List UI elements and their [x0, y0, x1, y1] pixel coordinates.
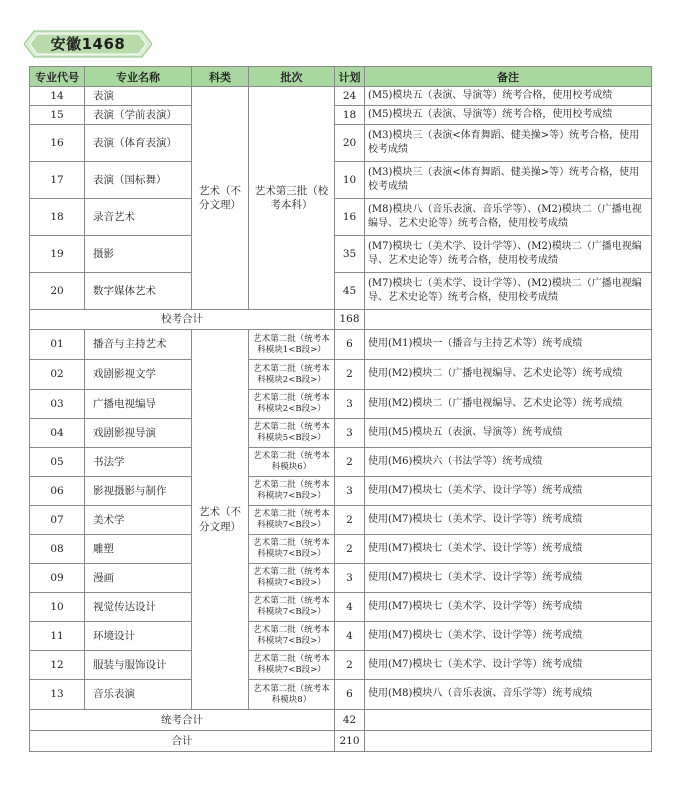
major-code: 13 [30, 680, 85, 710]
plan-count: 45 [335, 273, 365, 310]
plan-count: 2 [335, 506, 365, 535]
batch-cell: 艺术第二批（统考本科模块7<B段>） [249, 535, 335, 564]
major-name: 音乐表演 [85, 680, 192, 710]
subtotal-remark [365, 310, 652, 330]
major-code: 03 [30, 390, 85, 419]
major-name: 表演（国标舞） [85, 162, 192, 199]
major-name: 影视摄影与制作 [85, 477, 192, 506]
batch-cell: 艺术第二批（统考本科模块2<B段>） [249, 390, 335, 419]
table-row [30, 162, 652, 199]
batch-cell: 艺术第二批（统考本科模块6） [249, 448, 335, 477]
table-row [30, 593, 652, 622]
major-code: 12 [30, 651, 85, 680]
major-code: 04 [30, 419, 85, 448]
plan-count: 2 [335, 651, 365, 680]
batch-cell: 艺术第二批（统考本科模块7<B段>） [249, 506, 335, 535]
table-row [30, 564, 652, 593]
table-row [30, 419, 652, 448]
total-value: 210 [335, 731, 365, 752]
subtotal-value: 42 [335, 710, 365, 731]
batch-cell: 艺术第二批（统考本科模块2<B段>） [249, 360, 335, 390]
header-plan: 计划 [335, 67, 365, 87]
major-name: 表演（学前表演） [85, 106, 192, 125]
remark: 使用(M7)模块七（美术学、设计学等）统考成绩 [365, 535, 652, 564]
plan-count: 3 [335, 477, 365, 506]
province-banner [24, 30, 152, 58]
plan-count: 6 [335, 680, 365, 710]
plan-count: 2 [335, 535, 365, 564]
major-code: 01 [30, 330, 85, 360]
major-name: 广播电视编导 [85, 390, 192, 419]
table-row [30, 477, 652, 506]
subtotal-row [30, 310, 652, 330]
remark: 使用(M2)模块二（广播电视编导、艺术史论等）统考成绩 [365, 390, 652, 419]
remark: (M8)模块八（音乐表演、音乐学等）、(M2)模块二（广播电视编导、艺术史论等）统考合格，使用校考成绩 [365, 199, 652, 236]
table-row [30, 535, 652, 564]
plan-count: 10 [335, 162, 365, 199]
major-code: 17 [30, 162, 85, 199]
table-row [30, 360, 652, 390]
subtotal-remark [365, 710, 652, 731]
major-name: 数字媒体艺术 [85, 273, 192, 310]
batch-cell: 艺术第二批（统考本科模块7<B段>） [249, 477, 335, 506]
plan-count: 4 [335, 593, 365, 622]
subtotal-value: 168 [335, 310, 365, 330]
major-code: 11 [30, 622, 85, 651]
header-batch: 批次 [249, 67, 335, 87]
batch-cell: 艺术第二批（统考本科模块5<B段>） [249, 419, 335, 448]
table-row [30, 199, 652, 236]
major-name: 戏剧影视文学 [85, 360, 192, 390]
table-row [30, 125, 652, 162]
major-name: 戏剧影视导演 [85, 419, 192, 448]
remark: (M5)模块五（表演、导演等）统考合格，使用校考成绩 [365, 87, 652, 106]
table-row [30, 651, 652, 680]
remark: 使用(M2)模块二（广播电视编导、艺术史论等）统考成绩 [365, 360, 652, 390]
major-name: 雕塑 [85, 535, 192, 564]
major-name: 表演（体育表演） [85, 125, 192, 162]
major-name: 摄影 [85, 236, 192, 273]
remark: (M3)模块三（表演<体育舞蹈、健美操>等）统考合格，使用校考成绩 [365, 162, 652, 199]
total-label: 合计 [30, 731, 335, 752]
remark: 使用(M7)模块七（美术学、设计学等）统考成绩 [365, 506, 652, 535]
major-code: 14 [30, 87, 85, 106]
table-row [30, 236, 652, 273]
batch-cell: 艺术第三批（校考本科） [249, 87, 335, 310]
table-row [30, 390, 652, 419]
table-row [30, 106, 652, 125]
header-code: 专业代号 [30, 67, 85, 87]
plan-count: 4 [335, 622, 365, 651]
major-name: 漫画 [85, 564, 192, 593]
category-cell: 艺术（不分文理） [192, 330, 249, 710]
remark: 使用(M7)模块七（美术学、设计学等）统考成绩 [365, 477, 652, 506]
subtotal-label: 校考合计 [30, 310, 335, 330]
remark: 使用(M5)模块五（表演、导演等）统考成绩 [365, 419, 652, 448]
major-code: 15 [30, 106, 85, 125]
plan-count: 3 [335, 419, 365, 448]
batch-cell: 艺术第二批（统考本科模块8） [249, 680, 335, 710]
major-code: 09 [30, 564, 85, 593]
major-name: 书法学 [85, 448, 192, 477]
batch-cell: 艺术第二批（统考本科模块7<B段>） [249, 622, 335, 651]
batch-cell: 艺术第二批（统考本科模块1<B段>） [249, 330, 335, 360]
major-code: 07 [30, 506, 85, 535]
plan-count: 20 [335, 125, 365, 162]
total-remark [365, 731, 652, 752]
remark: 使用(M6)模块六（书法学等）统考成绩 [365, 448, 652, 477]
major-name: 录音艺术 [85, 199, 192, 236]
province-title: 安徽1468 [50, 35, 126, 53]
remark: (M3)模块三（表演<体育舞蹈、健美操>等）统考合格，使用校考成绩 [365, 125, 652, 162]
subtotal-row [30, 710, 652, 731]
major-code: 05 [30, 448, 85, 477]
plan-count: 2 [335, 448, 365, 477]
enrollment-plan-table [29, 66, 652, 752]
remark: 使用(M7)模块七（美术学、设计学等）统考成绩 [365, 593, 652, 622]
remark: 使用(M7)模块七（美术学、设计学等）统考成绩 [365, 564, 652, 593]
remark: 使用(M7)模块七（美术学、设计学等）统考成绩 [365, 622, 652, 651]
major-code: 16 [30, 125, 85, 162]
major-name: 环境设计 [85, 622, 192, 651]
major-code: 08 [30, 535, 85, 564]
major-code: 20 [30, 273, 85, 310]
major-name: 视觉传达设计 [85, 593, 192, 622]
header-major-name: 专业名称 [85, 67, 192, 87]
table-row [30, 680, 652, 710]
remark: (M7)模块七（美术学、设计学等）、(M2)模块二（广播电视编导、艺术史论等）统考合格，使用校考成绩 [365, 273, 652, 310]
major-name: 表演 [85, 87, 192, 106]
batch-cell: 艺术第二批（统考本科模块7<B段>） [249, 593, 335, 622]
plan-count: 35 [335, 236, 365, 273]
table-row [30, 622, 652, 651]
major-code: 19 [30, 236, 85, 273]
table-row [30, 273, 652, 310]
table-row [30, 330, 652, 360]
total-row [30, 731, 652, 752]
batch-cell: 艺术第二批（统考本科模块7<B段>） [249, 651, 335, 680]
major-name: 播音与主持艺术 [85, 330, 192, 360]
plan-count: 18 [335, 106, 365, 125]
remark: 使用(M8)模块八（音乐表演、音乐学等）统考成绩 [365, 680, 652, 710]
category-cell: 艺术（不分文理） [192, 87, 249, 310]
plan-count: 3 [335, 564, 365, 593]
batch-cell: 艺术第二批（统考本科模块7<B段>） [249, 564, 335, 593]
remark: (M7)模块七（美术学、设计学等）、(M2)模块二（广播电视编导、艺术史论等）统考合格，使用校考成绩 [365, 236, 652, 273]
remark: (M5)模块五（表演、导演等）统考合格，使用校考成绩 [365, 106, 652, 125]
subtotal-label: 统考合计 [30, 710, 335, 731]
plan-count: 24 [335, 87, 365, 106]
major-name: 服装与服饰设计 [85, 651, 192, 680]
major-code: 10 [30, 593, 85, 622]
header-row [30, 67, 652, 87]
plan-count: 6 [335, 330, 365, 360]
header-remark: 备注 [365, 67, 652, 87]
plan-count: 2 [335, 360, 365, 390]
plan-count: 16 [335, 199, 365, 236]
major-code: 02 [30, 360, 85, 390]
header-category: 科类 [192, 67, 249, 87]
major-code: 18 [30, 199, 85, 236]
major-code: 06 [30, 477, 85, 506]
plan-count: 3 [335, 390, 365, 419]
remark: 使用(M7)模块七（美术学、设计学等）统考成绩 [365, 651, 652, 680]
remark: 使用(M1)模块一（播音与主持艺术等）统考成绩 [365, 330, 652, 360]
major-name: 美术学 [85, 506, 192, 535]
table-row [30, 448, 652, 477]
table-row [30, 506, 652, 535]
table-row [30, 87, 652, 106]
